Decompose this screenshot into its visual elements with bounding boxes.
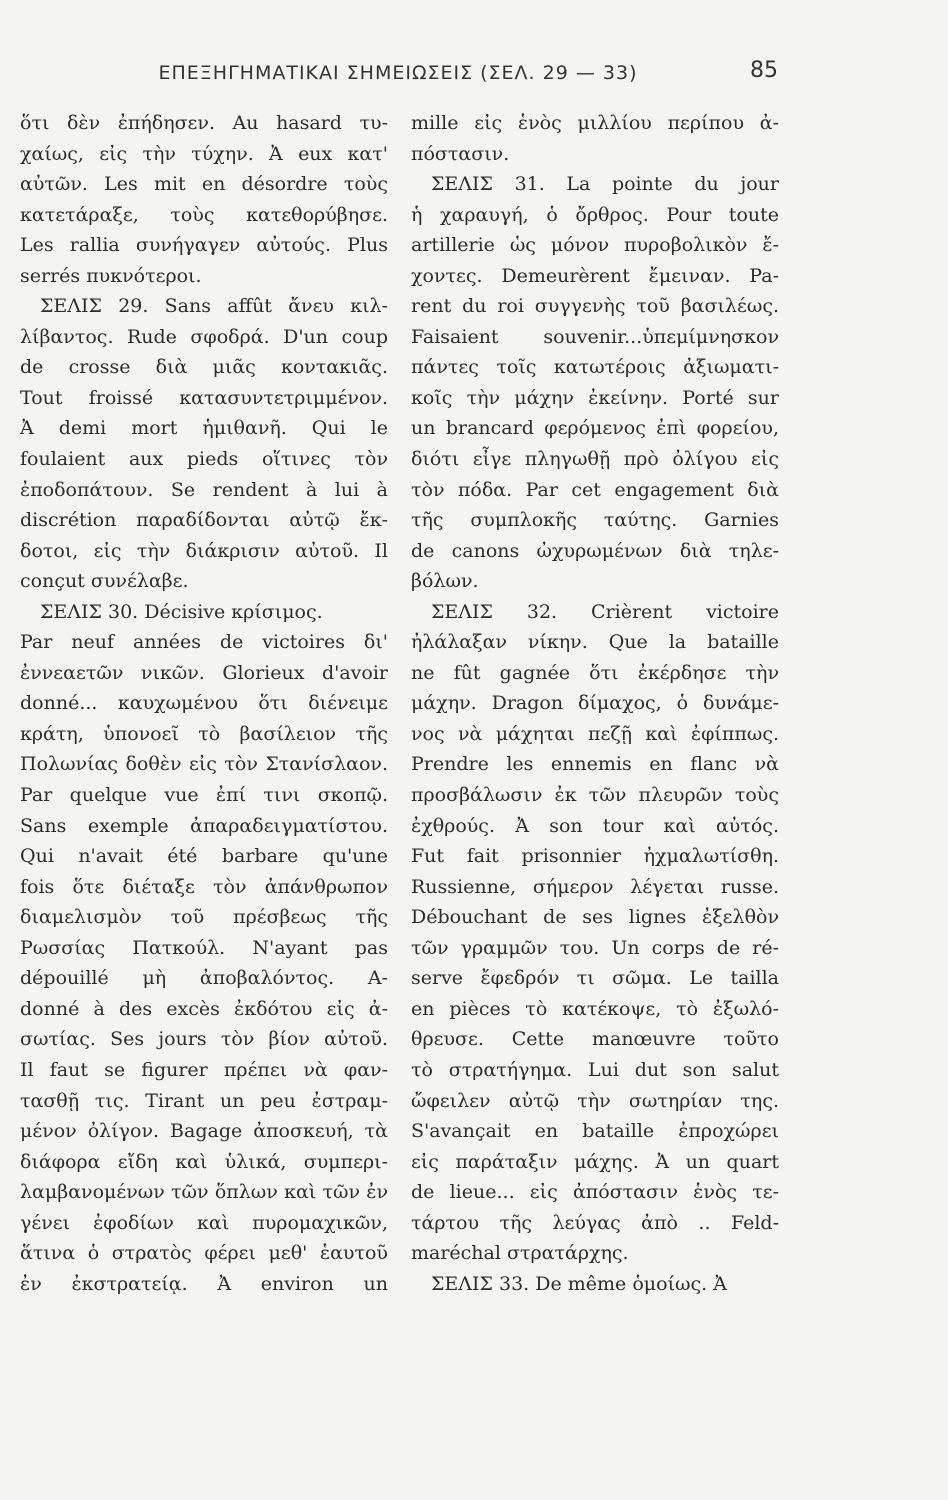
text-line: διότι εἶγε πληγωθῇ πρὸ ὀλίγου εἰς xyxy=(411,448,779,471)
text-line: ὅτι δὲν ἐπήδησεν. Au hasard τυ- xyxy=(20,112,388,134)
text-line: Πολωνίας δοθὲν εἰς τὸν Στανίσλαον. xyxy=(20,753,388,776)
text-line: τῆς συμπλοκῆς ταύτης. Garnies xyxy=(411,509,779,532)
text-line: de lieue... εἰς ἀπόστασιν ἑνὸς τε- xyxy=(411,1181,779,1204)
text-line: τὸν πόδα. Par cet engagement διὰ xyxy=(411,478,779,501)
text-line: ἐποδοπάτουν. Se rendent à lui à xyxy=(20,478,388,501)
text-line: κοῖς τὴν μάχην ἐκείνην. Porté sur xyxy=(411,386,779,409)
text-line: foulaient aux pieds οἵτινες τὸν xyxy=(20,448,388,471)
text-line: maréchal στρατάρχης. xyxy=(411,1242,629,1265)
text-line: δοτοι, εἰς τὴν διάκρισιν αὐτοῦ. Il xyxy=(20,539,388,562)
text-line: Fut fait prisonnier ἠχμαλωτίσθη. xyxy=(411,845,779,868)
text-line: νος νὰ μάχηται πεζῇ καὶ ἐφίππως. xyxy=(411,722,779,745)
text-line: Sans exemple ἀπαραδειγματίστου. xyxy=(20,814,388,837)
text-line: donné... καυχωμένου ὅτι διένειμε xyxy=(20,692,388,715)
text-line: Russienne, σήμερον λέγεται russe. xyxy=(411,875,779,898)
text-line: κατετάραξε, τοὺς κατεθορύβησε. xyxy=(20,203,388,226)
text-line: μάχην. Dragon δίμαχος, ὁ δυνάμε- xyxy=(411,692,779,715)
text-line: ἐν ἐκστρατείᾳ. Ἀ environ un xyxy=(20,1272,388,1295)
text-line: διάφορα εἴδη καὶ ὑλικά, συμπερι- xyxy=(20,1150,388,1173)
text-line: ἡ χαραυγή, ὁ ὄρθρος. Pour toute xyxy=(411,203,779,226)
text-line: Par quelque vue ἐπί τινι σκοπῷ. xyxy=(20,784,388,807)
text-line: ἠλάλαξαν νίκην. Que la bataille xyxy=(411,631,779,654)
text-line: Ρωσσίας Πατκούλ. N'ayant pas xyxy=(20,936,388,959)
text-line: σωτίας. Ses jours τὸν βίον αὐτοῦ. xyxy=(20,1028,388,1051)
text-line: χαίως, εἰς τὴν τύχην. Ἀ eux κατ' xyxy=(20,142,388,165)
text-line: Qui n'avait été barbare qu'une xyxy=(20,845,388,868)
text-line: λίβαντος. Rude σφοδρά. D'un coup xyxy=(20,325,388,348)
text-line: θρευσε. Cette manœuvre τοῦτο xyxy=(411,1028,779,1051)
text-line: ΣΕΛΙΣ 33. De même ὁμοίως. Ἀ xyxy=(431,1272,727,1295)
text-line: πόστασιν. xyxy=(411,142,510,165)
text-line: εἰς παράταξιν μάχης. Ἀ un quart xyxy=(411,1150,779,1173)
running-title: ΕΠΕΞΗΓΗΜΑΤΙΚΑΙ ΣΗΜΕΙΩΣΕΙΣ (ΣΕΛ. 29 — 33) xyxy=(158,62,638,84)
text-line: en pièces τὸ κατέκοψε, τὸ ἐξωλό- xyxy=(411,997,779,1020)
text-line: discrétion παραδίδονται αὐτῷ ἔκ- xyxy=(20,509,388,532)
text-line: de canons ὠχυρωμένων διὰ τηλε- xyxy=(411,539,779,562)
right-text-column xyxy=(411,108,779,1299)
text-line: ΣΕΛΙΣ 31. La pointe du jour xyxy=(431,173,779,196)
text-line: τάρτου τῆς λεύγας ἀπὸ .. Feld- xyxy=(411,1211,779,1234)
text-line: artillerie ὡς μόνον πυροβολικὸν ἔ- xyxy=(411,234,779,257)
text-line: Tout froissé κατασυντετριμμένον. xyxy=(20,386,388,409)
text-line: un brancard φερόμενος ἐπὶ φορείου, xyxy=(411,417,779,440)
page-number: 85 xyxy=(750,58,778,83)
text-line: λαμβανομένων τῶν ὅπλων καὶ τῶν ἐν xyxy=(20,1181,388,1204)
text-line: Faisaient souvenir...ὑπεμίμνησκον xyxy=(411,325,779,348)
text-line: donné à des excès ἐκδότου εἰς ἀ- xyxy=(20,997,388,1020)
text-line: διαμελισμὸν τοῦ πρέσβεως τῆς xyxy=(20,906,388,929)
text-line: fois ὅτε διέταξε τὸν ἀπάνθρωπον xyxy=(20,875,388,898)
text-line: τῶν γραμμῶν του. Un corps de ré- xyxy=(411,936,779,959)
text-line: serve ἔφεδρόν τι σῶμα. Le tailla xyxy=(411,967,779,990)
text-line: προσβάλωσιν ἐκ τῶν πλευρῶν τοὺς xyxy=(411,784,779,807)
text-line: conçut συνέλαβε. xyxy=(20,570,189,593)
text-line: γένει ἐφοδίων καὶ πυρομαχικῶν, xyxy=(20,1211,388,1234)
text-line: πάντες τοῖς κατωτέροις ἀξιωματι- xyxy=(411,356,779,379)
text-line: Débouchant de ses lignes ἐξελθὸν xyxy=(411,906,779,929)
text-line: Il faut se figurer πρέπει νὰ φαν- xyxy=(20,1058,388,1081)
text-line: ἐχθρούς. Ἀ son tour καὶ αὐτός. xyxy=(411,814,779,837)
text-line: ΣΕΛΙΣ 32. Crièrent victoire xyxy=(431,600,779,623)
text-line: Ἀ demi mort ἡμιθανῆ. Qui le xyxy=(20,417,388,440)
text-line: Les rallia συνήγαγεν αὐτούς. Plus xyxy=(20,234,388,257)
text-line: τασθῇ τις. Tirant un peu ἐστραμ- xyxy=(20,1089,388,1112)
text-line: ὤφειλεν αὐτῷ τὴν σωτηρίαν της. xyxy=(411,1089,779,1112)
text-line: de crosse διὰ μιᾶς κοντακιᾶς. xyxy=(20,356,388,379)
text-line: ἐννεαετῶν νικῶν. Glorieux d'avoir xyxy=(20,661,388,684)
text-line: ΣΕΛΙΣ 30. Décisive κρίσιμος. xyxy=(40,600,323,623)
text-line: ἅτινα ὁ στρατὸς φέρει μεθ' ἑαυτοῦ xyxy=(20,1242,388,1265)
text-line: αὐτῶν. Les mit en désordre τοὺς xyxy=(20,173,388,196)
text-line: χοντες. Demeurèrent ἔμειναν. Pa- xyxy=(411,264,779,287)
text-line: Prendre les ennemis en flanc νὰ xyxy=(411,753,779,776)
text-line: ΣΕΛΙΣ 29. Sans affût ἄνευ κιλ- xyxy=(40,295,388,318)
text-line: dépouillé μὴ ἀποβαλόντος. A- xyxy=(20,967,388,990)
text-line: μένον ὀλίγον. Bagage ἀποσκευή, τὰ xyxy=(20,1120,388,1143)
text-line: τὸ στρατήγημα. Lui dut son salut xyxy=(411,1058,779,1081)
text-line: rent du roi συγγενὴς τοῦ βασιλέως. xyxy=(411,295,779,318)
text-line: Par neuf années de victoires δι' xyxy=(20,631,388,654)
text-line: serrés πυκνότεροι. xyxy=(20,264,202,287)
text-line: κράτη, ὑπονοεῖ τὸ βασίλειον τῆς xyxy=(20,722,388,745)
left-text-column xyxy=(20,108,388,1299)
text-line: ne fût gagnée ὅτι ἐκέρδησε τὴν xyxy=(411,661,779,684)
text-line: βόλων. xyxy=(411,570,479,593)
text-line: mille εἰς ἑνὸς μιλλίου περίπου ἀ- xyxy=(411,112,779,134)
text-line: S'avançait en bataille ἐπροχώρει xyxy=(411,1120,779,1143)
